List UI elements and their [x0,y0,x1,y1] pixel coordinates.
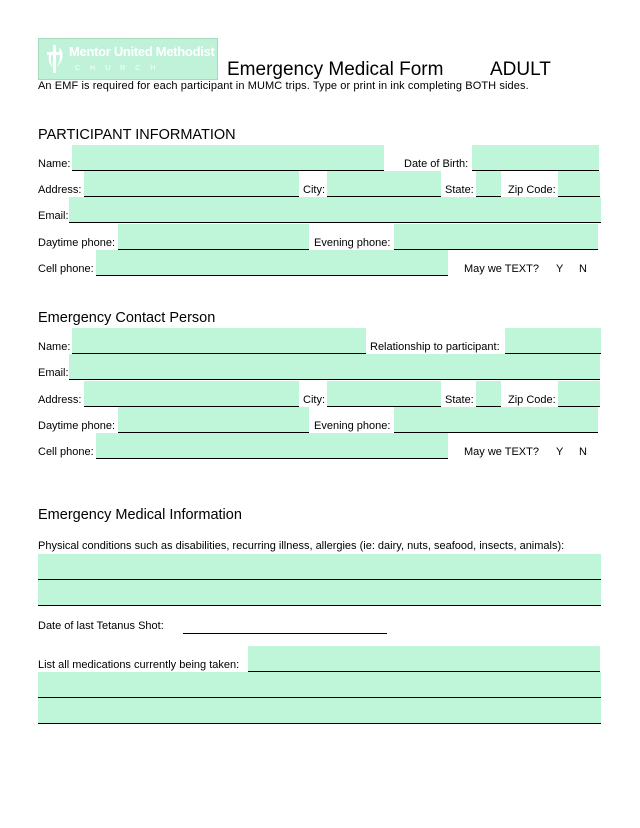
participant-eve-phone-label: Evening phone: [314,237,391,249]
participant-address-field[interactable] [84,171,299,197]
logo-text-bottom: CHURCH [75,65,166,72]
participant-city-field[interactable] [327,171,441,197]
contact-city-field[interactable] [327,381,441,407]
participant-city-label: City: [303,184,325,196]
contact-relationship-field[interactable] [505,328,601,354]
intro-text: An EMF is required for each participant in MUMC trips. Type or print in ink completing BOTH sides. [38,80,529,92]
church-logo [38,38,218,80]
contact-city-label: City: [303,394,325,406]
tetanus-field[interactable] [183,608,387,634]
contact-email-label: Email: [38,367,69,379]
participant-zip-label: Zip Code: [508,184,556,196]
contact-text-yes[interactable]: Y [556,446,564,458]
contact-zip-field[interactable] [558,381,600,407]
contact-state-field[interactable] [476,381,501,407]
participant-address-label: Address: [38,184,82,196]
contact-eve-phone-field[interactable] [394,407,598,433]
contact-day-phone-label: Daytime phone: [38,420,116,432]
participant-zip-field[interactable] [558,171,600,197]
medical-conditions-field-2[interactable] [38,580,601,606]
participant-email-field[interactable] [69,197,601,223]
participant-text-label: May we TEXT? [464,263,539,275]
form-badge: ADULT [490,59,551,80]
participant-cell-label: Cell phone: [38,263,94,275]
participant-state-label: State: [445,184,474,196]
participant-name-field[interactable] [72,145,384,171]
contact-email-field[interactable] [69,354,600,380]
participant-dob-field[interactable] [472,145,599,171]
participant-state-field[interactable] [476,171,501,197]
contact-eve-phone-label: Evening phone: [314,420,391,432]
medical-conditions-field-1[interactable] [38,554,601,580]
contact-name-field[interactable] [72,328,366,354]
contact-state-label: State: [445,394,474,406]
participant-heading: PARTICIPANT INFORMATION [38,127,236,143]
contact-address-field[interactable] [84,381,299,407]
participant-text-yes[interactable]: Y [556,263,564,275]
medications-field-3[interactable] [38,698,601,724]
logo-text-top: Mentor United Methodist [69,44,215,59]
contact-cell-field[interactable] [96,433,448,459]
contact-name-label: Name: [38,341,71,353]
medications-field-1[interactable] [248,646,600,672]
participant-text-no[interactable]: N [579,263,587,275]
contact-day-phone-field[interactable] [118,407,309,433]
contact-relationship-label: Relationship to participant: [370,341,500,353]
participant-eve-phone-field[interactable] [394,224,598,250]
contact-heading: Emergency Contact Person [38,310,216,326]
participant-name-label: Name: [38,158,71,170]
tetanus-label: Date of last Tetanus Shot: [38,620,164,632]
form-title: Emergency Medical Form [227,59,444,80]
contact-text-no[interactable]: N [579,446,587,458]
participant-cell-field[interactable] [96,250,448,276]
participant-day-phone-label: Daytime phone: [38,237,116,249]
contact-text-label: May we TEXT? [464,446,539,458]
medications-field-2[interactable] [38,672,601,698]
participant-email-label: Email: [38,210,69,222]
participant-day-phone-field[interactable] [118,224,309,250]
contact-cell-label: Cell phone: [38,446,94,458]
medications-label: List all medications currently being taken: [38,659,240,671]
contact-zip-label: Zip Code: [508,394,556,406]
medical-conditions-label: Physical conditions such as disabilities, recurring illness, allergies (ie: dairy, nuts, seafood, insects, animals): [38,540,565,552]
cross-flame-icon [43,43,67,75]
participant-dob-label: Date of Birth: [404,158,469,170]
medical-heading: Emergency Medical Information [38,507,242,523]
contact-address-label: Address: [38,394,82,406]
